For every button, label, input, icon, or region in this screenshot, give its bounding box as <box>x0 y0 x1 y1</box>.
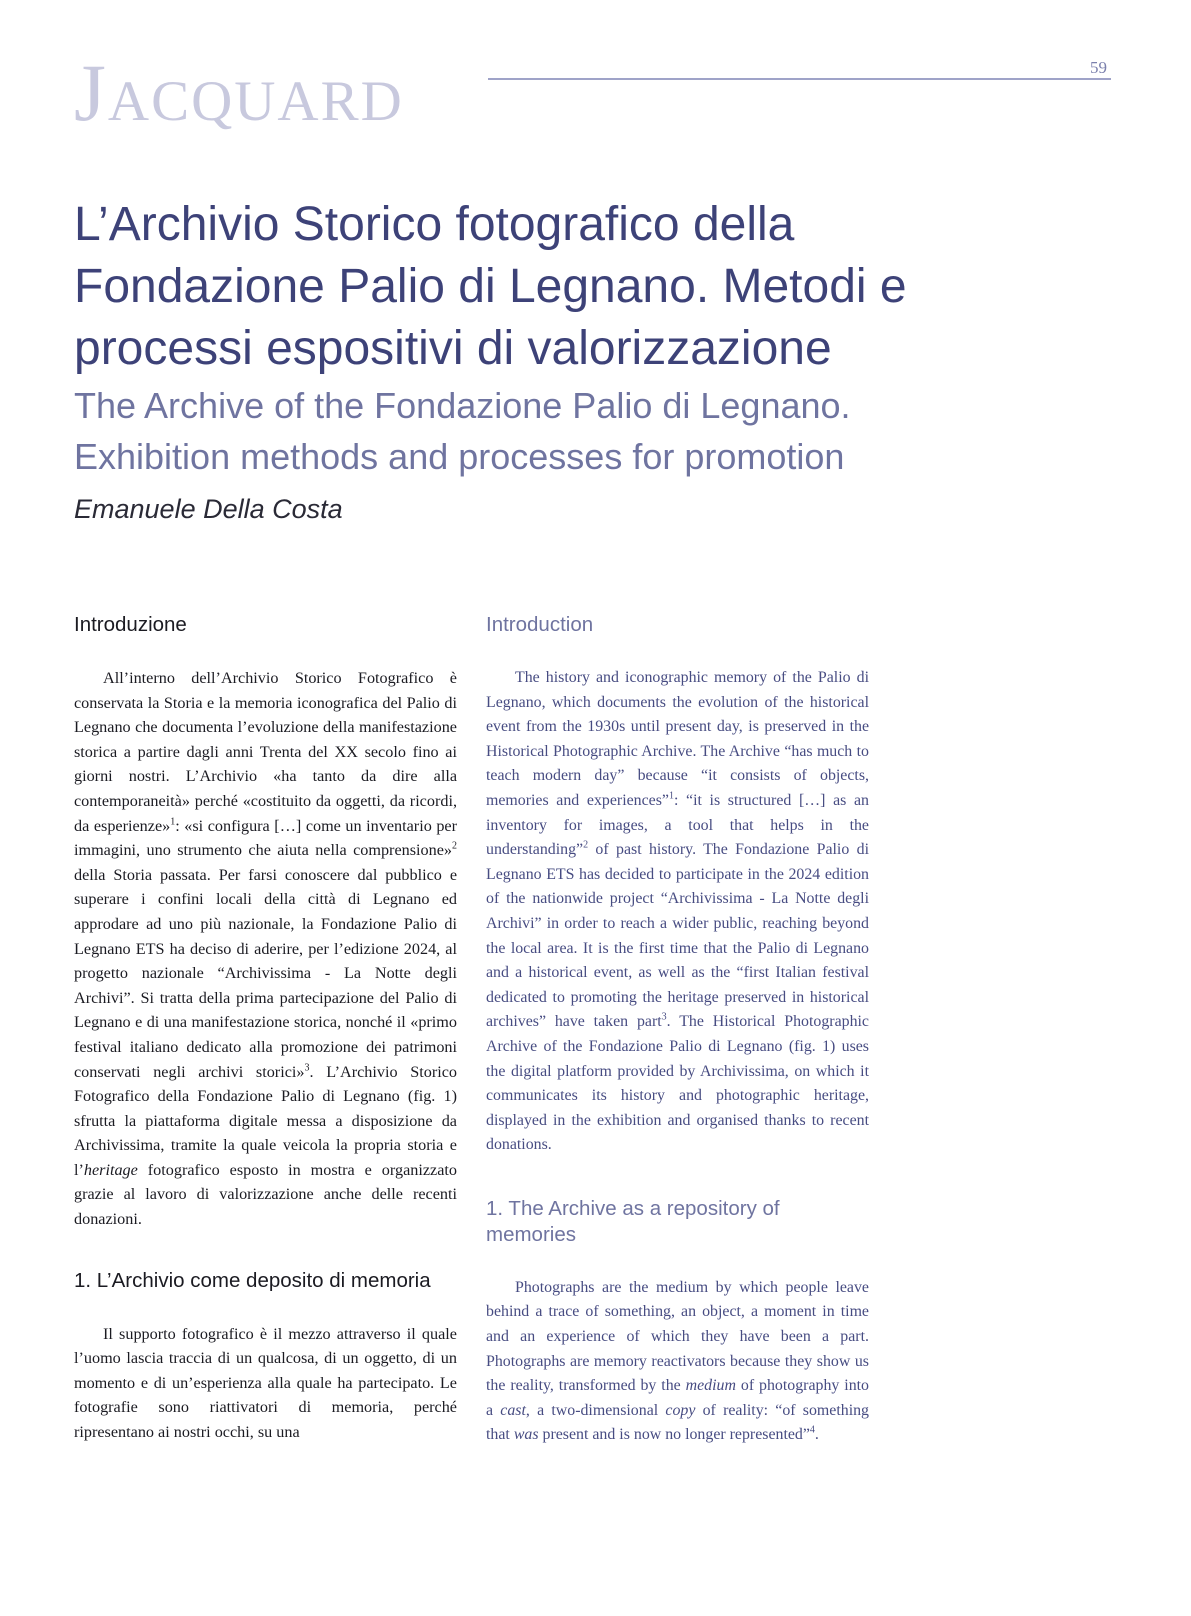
italic-term: was <box>513 1426 539 1444</box>
page-number: 59 <box>1090 58 1107 77</box>
section1-paragraph-italian: Il supporto fotografico è il mezzo attraverso il quale l’uomo lascia traccia di un qualcosa, di un oggetto, di un momento e di un’esperienza alla quale ha partecipato. Le fotografie sono riattivatori di memoria, perché ripresentano ai nostri occhi, su una <box>74 1324 457 1442</box>
text-run: of past history. The Fondazione Palio di Legnano ETS has decided to participate in the 2024 edition of the nationwide project “Archivissima - La Notte degli Archivi” in order to reach a wider public, reaching beyond the local area. It is the first time that the Palio di Legnano and a historical event, as well as the “first Italian festival dedicated to promoting the heritage preserved in historical archives” have taken part <box>486 841 869 1031</box>
header-rule <box>488 78 1111 80</box>
footnote-ref: 3 <box>304 1062 310 1074</box>
text-run: Photographs are the medium by which people leave behind a trace of something, an object, a moment in time and an experience of which they have been a part. Photographs are memory reactivators because they show us the reality, transformed by the <box>486 1278 869 1395</box>
footnote-ref: 2 <box>583 839 589 851</box>
text-run: of reality: “of something that <box>486 1401 870 1444</box>
text-run: present and is now no longer represented” <box>538 1426 810 1444</box>
intro-paragraph-italian <box>74 666 457 1232</box>
section1-heading-english: 1. The Archive as a repository of memories <box>486 1196 780 1246</box>
footnote-ref: 4 <box>809 1425 815 1437</box>
italic-term: medium <box>685 1377 736 1395</box>
article-title-italian: L’Archivio Storico fotografico della Fondazione Palio di Legnano. Metodi e processi espositivi di valorizzazione <box>74 198 907 375</box>
italic-term: heritage <box>83 1160 138 1179</box>
text-run: fotografico esposto in mostra e organizzato grazie al lavoro di valorizzazione anche delle recenti donazioni. <box>74 1160 457 1229</box>
text-run: , a two-dimensional <box>525 1401 666 1419</box>
author-name: Emanuele Della Costa <box>74 494 343 524</box>
text-run: della Storia passata. Per farsi conoscere dal pubblico e superare i confini locali della città di Legnano ed approdare ad uno più nazionale, la Fondazione Palio di Legnano ETS ha deciso di aderire, per l’edizione 2024, al progetto nazionale “Archivissima - La Notte degli Archivi”. Si tratta della prima partecipazione del Palio di Legnano e di una manifestazione storica, nonché il «primo festival italiano dedicato alla promozione dei patrimoni conservati negli archivi storici» <box>74 865 457 1081</box>
footnote-ref: 3 <box>661 1012 667 1024</box>
text-run: All’interno dell’Archivio Storico Fotografico è conservata la Storia e la memoria iconografica del Palio di Legnano che documenta l’evoluzione della manifestazione storica a partire dagli anni Trenta del XX secolo fino ai giorni nostri. L’Archivio «ha tanto da dire alla contemporaneità» perché «costituito da oggetti, da ricordi, da esperienze» <box>74 669 457 835</box>
text-run: of photography into a <box>486 1377 869 1419</box>
italic-term: copy <box>665 1401 696 1419</box>
footnote-ref: 1 <box>170 816 176 828</box>
text-run: . <box>814 1426 819 1444</box>
article-title-english: The Archive of the Fondazione Palio di Legnano. Exhibition methods and processes for promotion <box>74 385 851 477</box>
intro-paragraph-english <box>486 666 869 1158</box>
text-run: . L’Archivio Storico Fotografico della Fondazione Palio di Legnano (fig. 1) sfrutta la piattaforma digitale messa a disposizione da Archivissima, tramite la quale veicola la propria storia e l’ <box>74 1062 457 1179</box>
footnote-ref: 2 <box>452 840 457 852</box>
text-run: : “it is structured […] as an inventory for images, a tool that helps in the understanding” <box>486 791 869 859</box>
italian-column <box>74 612 457 1445</box>
text-run: . The Historical Photographic Archive of the Fondazione Palio di Legnano (fig. 1) uses the digital platform provided by Archivissima, on which it communicates its history and photographic heritage, displayed in the exhibition and organised thanks to recent donations. <box>486 1013 869 1154</box>
footnote-ref: 1 <box>668 790 674 802</box>
text-run: : «si configura […] come un inventario per immagini, uno strumento che aiuta nella comprensione» <box>74 816 458 860</box>
section1-heading-italian: 1. L’Archivio come deposito di memoria <box>74 1268 431 1292</box>
italic-term: cast <box>500 1401 526 1419</box>
english-column <box>486 612 869 1448</box>
journal-name: Jacquard <box>74 47 404 138</box>
intro-heading-italian: Introduzione <box>74 613 187 636</box>
section1-paragraph-english <box>486 1276 869 1448</box>
text-run: The history and iconographic memory of the Palio di Legnano, which documents the evolution of the historical event from the 1930s until present day, is preserved in the Historical Photographic Archive. The Archive “has much to teach modern day” because “it consists of objects, memories and experiences” <box>486 669 869 809</box>
intro-heading-english: Introduction <box>486 613 594 636</box>
